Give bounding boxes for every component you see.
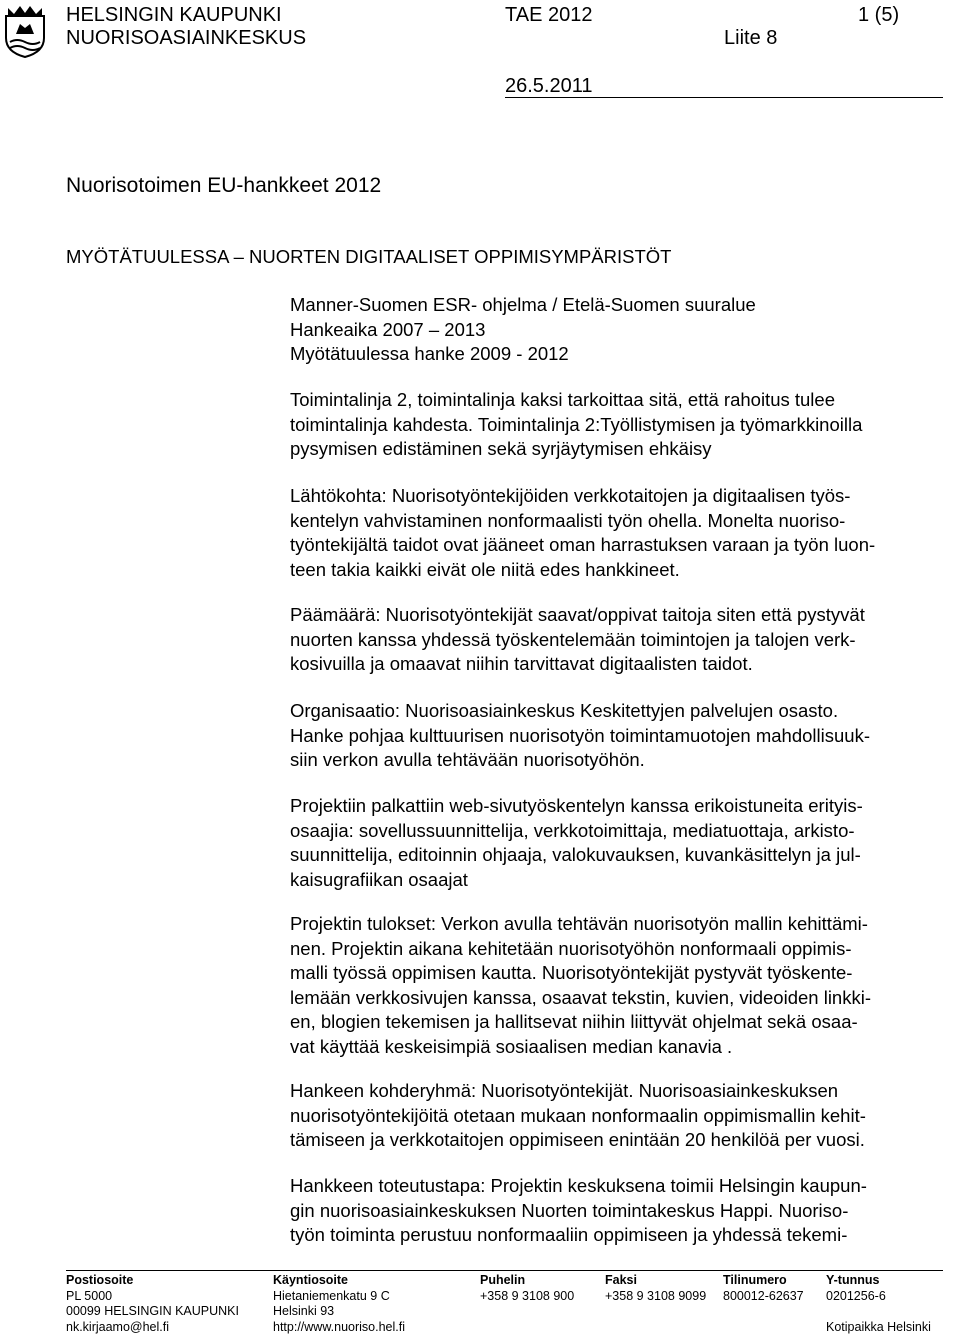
text-line: Hankkeen toteutustapa: Projektin keskuksena toimii Helsingin kaupun- xyxy=(290,1175,867,1196)
footer-line: 800012-62637 xyxy=(723,1288,804,1303)
page-number: 1 (5) xyxy=(858,4,900,26)
footer-line: +358 9 3108 900 xyxy=(480,1288,575,1303)
attachment-label: Liite 8 xyxy=(724,27,778,49)
text-line: nuorisotyöntekijöitä otetaan mukaan nonformaalin oppimismallin kehit- xyxy=(290,1104,866,1126)
footer-line: +358 9 3108 9099 xyxy=(605,1288,707,1303)
text-line: työntekijältä taidot ovat jääneet oman harrastuksen varaan ja työn luon- xyxy=(290,534,876,555)
text-line: Lähtökohta: Nuorisotyöntekijöiden verkkotaitojen ja digitaalisen työs- xyxy=(290,485,851,506)
text-line: osaajia: sovellussuunnittelija, verkkotoimittaja, mediatuottaja, arkisto- xyxy=(290,819,855,841)
text-line: nen. Projektin aikana kehitetään nuorisotyöhön nonformaali oppimis- xyxy=(290,937,852,959)
footer-tilinumero xyxy=(723,1273,804,1304)
text-line: Organisaatio: Nuorisoasiainkeskus Keskitettyjen palvelujen osasto. xyxy=(290,700,839,721)
footer-rule xyxy=(66,1270,943,1271)
footer-line: Hietaniemenkatu 9 C xyxy=(273,1288,390,1303)
text-line: työn toiminta perustuu nonformaaliin oppimiseen ja yhdessä tekemi- xyxy=(290,1224,848,1245)
footer-heading: Käyntiosoite xyxy=(273,1273,349,1287)
paragraph-toteutustapa xyxy=(290,1174,950,1248)
text-line: kentelyn vahvistaminen nonformaalisti työn ohella. Monelta nuoriso- xyxy=(290,509,846,531)
text-line: nuorten kanssa yhdessä työskentelemään toimintojen ja talojen verk- xyxy=(290,628,856,650)
footer-heading: Faksi xyxy=(605,1273,637,1287)
text-line: suunnittelija, editoinnin ohjaaja, valokuvauksen, kuvankäsittelyn ja jul- xyxy=(290,844,861,865)
footer-website-link[interactable]: http://www.nuoriso.hel.fi xyxy=(273,1319,406,1334)
helsinki-crest-icon xyxy=(2,2,48,58)
header-rule xyxy=(505,97,943,98)
footer-email[interactable]: nk.kirjaamo@hel.fi xyxy=(66,1319,170,1334)
text-line: Hanke pohjaa kulttuurisen nuorisotyön toimintamuotojen mahdollisuuk- xyxy=(290,724,870,746)
paragraph-tulokset xyxy=(290,912,950,1059)
footer-ytunnus xyxy=(826,1273,931,1335)
program-line: Myötätuulessa hanke 2009 - 2012 xyxy=(290,343,569,364)
document-date: 26.5.2011 xyxy=(505,75,593,97)
text-line: teen takia kaikki eivät ole niitä edes hankkineet. xyxy=(290,558,680,580)
paragraph-kohderyhma xyxy=(290,1079,950,1153)
text-line: Päämäärä: Nuorisotyöntekijät saavat/oppivat taitoja siten että pystyvät xyxy=(290,604,865,625)
footer-line: Helsinki 93 xyxy=(273,1304,335,1318)
text-line: Projektin tulokset: Verkon avulla tehtävän nuorisotyön mallin kehittämi- xyxy=(290,913,868,934)
footer-line: Kotipaikka Helsinki xyxy=(826,1319,931,1334)
footer-faksi xyxy=(605,1273,706,1304)
text-line: lemään verkkosivujen kanssa, osaavat tekstin, kuvien, videoiden linkki- xyxy=(290,986,871,1008)
footer-heading: Postiosoite xyxy=(66,1273,134,1287)
text-line: vat käyttää keskeisimpiä sosiaalisen median kanavia . xyxy=(290,1035,733,1057)
project-heading: MYÖTÄTUULESSA – NUORTEN DIGITAALISET OPPIMISYMPÄRISTÖT xyxy=(66,246,672,267)
text-line: pysymisen edistäminen sekä syrjäytymisen ehkäisy xyxy=(290,438,712,459)
paragraph-paamaara xyxy=(290,603,950,677)
program-info xyxy=(290,293,950,367)
text-line: toimintalinja kahdesta. Toimintalinja 2:Työllistymisen ja työmarkkinoilla xyxy=(290,413,863,435)
footer-heading: Y-tunnus xyxy=(826,1273,880,1287)
footer-postiosoite xyxy=(66,1273,239,1335)
text-line: malli työssä oppimisen kautta. Nuorisotyöntekijät pystyvät työskente- xyxy=(290,962,853,983)
text-line: kaisugrafiikan osaajat xyxy=(290,868,468,890)
doc-code: TAE 2012 xyxy=(505,4,593,26)
text-line: en, blogien tekemisen ja hallitsevat niihin liittyvät ohjelmat sekä osaa- xyxy=(290,1011,858,1032)
department-name: NUORISOASIAINKESKUS xyxy=(66,27,307,49)
paragraph-organisaatio xyxy=(290,699,950,773)
footer-heading: Tilinumero xyxy=(723,1273,787,1287)
text-line: Toimintalinja 2, toimintalinja kaksi tarkoittaa sitä, että rahoitus tulee xyxy=(290,389,835,410)
paragraph-lahtokohta xyxy=(290,484,950,582)
footer-line: 00099 HELSINGIN KAUPUNKI xyxy=(66,1304,239,1318)
text-line: tämiseen ja verkkotaitojen oppimiseen enintään 20 henkilöä per vuosi. xyxy=(290,1129,865,1150)
text-line: kosivuilla ja omaavat niihin tarvittavat digitaalisten taidot. xyxy=(290,653,753,674)
program-line: Manner-Suomen ESR- ohjelma / Etelä-Suomen suuralue xyxy=(290,294,756,315)
footer-line: PL 5000 xyxy=(66,1288,113,1303)
city-name: HELSINGIN KAUPUNKI xyxy=(66,4,282,26)
text-line: Hankeen kohderyhmä: Nuorisotyöntekijät. Nuorisoasiainkeskuksen xyxy=(290,1080,839,1101)
text-line: siin verkon avulla tehtävään nuorisotyöhön. xyxy=(290,749,645,770)
footer-heading: Puhelin xyxy=(480,1273,526,1287)
footer-line: 0201256-6 xyxy=(826,1288,886,1303)
footer-puhelin xyxy=(480,1273,574,1304)
program-line: Hankeaika 2007 – 2013 xyxy=(290,318,486,340)
paragraph-toimintalinja xyxy=(290,388,950,462)
paragraph-projektiin xyxy=(290,794,950,892)
text-line: Projektiin palkattiin web-sivutyöskentelyn kanssa erikoistuneita erityis- xyxy=(290,795,863,816)
footer-spacer xyxy=(826,1304,931,1320)
text-line: gin nuorisoasiainkeskuksen Nuorten toimintakeskus Happi. Nuoriso- xyxy=(290,1199,849,1221)
page-title: Nuorisotoimen EU-hankkeet 2012 xyxy=(66,174,382,197)
footer-kayntiosoite xyxy=(273,1273,405,1335)
